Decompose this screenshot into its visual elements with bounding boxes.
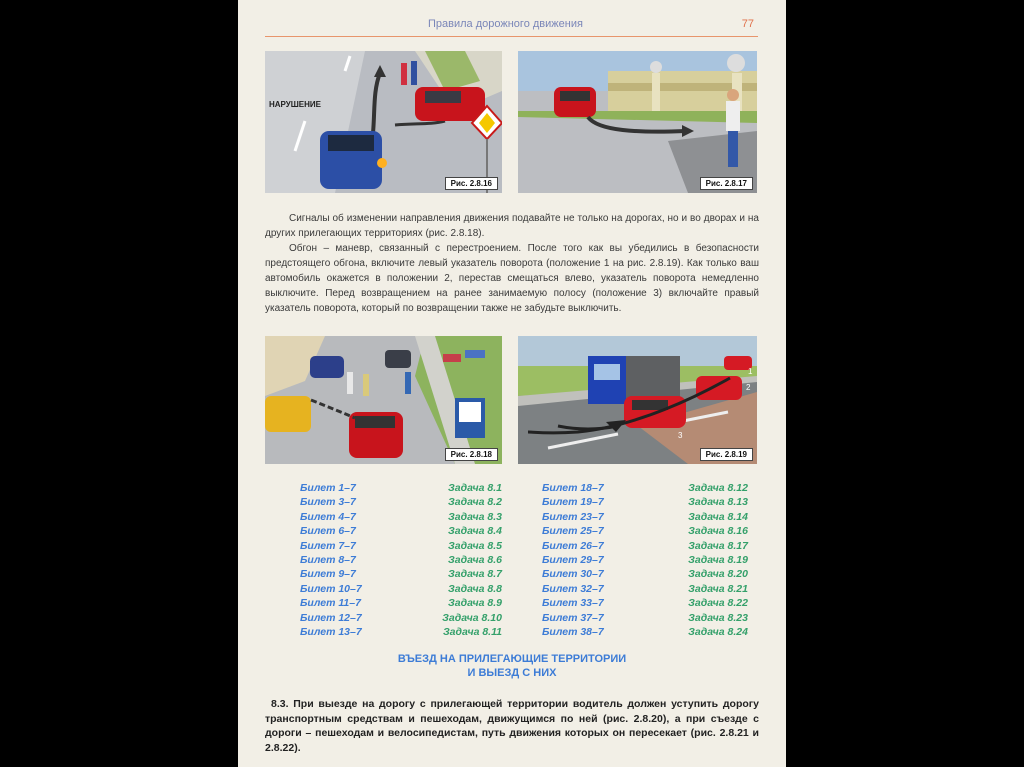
paragraph-signals: Сигналы об изменении направления движения подавайте не только на дорогах, но и во дворах и на других прилегающих территориях (рис. 2.8.18). [265,213,759,239]
ticket-link[interactable]: Билет 1–7 [300,482,356,494]
ticket-link[interactable]: Билет 3–7 [300,496,356,509]
ticket-link[interactable]: Билет 9–7 [300,568,356,581]
ticket-link[interactable]: Билет 18–7 [542,482,604,494]
illustration-yard-exit [518,51,757,193]
position-marker-3: 3 [678,431,683,440]
task-link[interactable]: Задача 8.13 [688,496,748,509]
position-marker-1: 1 [748,367,753,376]
task-link[interactable]: Задача 8.14 [688,510,748,523]
ticket-row [300,495,502,509]
ticket-link[interactable]: Билет 23–7 [542,510,604,523]
ticket-row [300,567,502,581]
task-link[interactable]: Задача 8.17 [688,539,748,552]
ticket-link[interactable]: Билет 32–7 [542,582,604,595]
ticket-row [542,481,748,495]
ticket-list-left [300,481,502,639]
ticket-link[interactable]: Билет 19–7 [542,496,604,509]
task-link[interactable]: Задача 8.2 [448,496,502,509]
figure-label: Рис. 2.8.16 [445,177,498,190]
page-header [265,18,758,37]
ticket-link[interactable]: Билет 30–7 [542,568,604,581]
ticket-link[interactable]: Билет 10–7 [300,582,362,595]
task-link[interactable]: Задача 8.12 [688,482,748,494]
page-number: 77 [741,18,754,30]
ticket-row [542,539,748,553]
task-link[interactable]: Задача 8.8 [448,582,502,595]
ticket-row [300,539,502,553]
ticket-row [300,524,502,538]
ticket-row [300,481,502,495]
task-link[interactable]: Задача 8.7 [448,568,502,581]
ticket-link[interactable]: Билет 7–7 [300,539,356,552]
ticket-list-right [542,481,748,639]
task-link[interactable]: Задача 8.20 [688,568,748,581]
task-link[interactable]: Задача 8.11 [442,625,502,638]
section-heading-line1: ВЪЕЗД НА ПРИЛЕГАЮЩИЕ ТЕРРИТОРИИ [397,653,627,665]
ticket-row [300,625,502,639]
task-link[interactable]: Задача 8.21 [688,582,748,595]
task-link[interactable]: Задача 8.19 [688,553,748,566]
ticket-row [542,596,748,610]
ticket-link[interactable]: Билет 8–7 [300,553,356,566]
ticket-link[interactable]: Билет 29–7 [542,553,604,566]
ticket-link[interactable]: Билет 38–7 [542,625,604,638]
ticket-row [300,553,502,567]
ticket-row [542,510,748,524]
ticket-row [542,611,748,625]
position-marker-2: 2 [746,383,751,392]
ticket-link[interactable]: Билет 13–7 [300,625,362,638]
ticket-link[interactable]: Билет 6–7 [300,525,356,538]
figure-2-8-16 [265,51,502,193]
task-link[interactable]: Задача 8.4 [448,525,502,538]
ticket-link[interactable]: Билет 25–7 [542,525,604,538]
figure-label: Рис. 2.8.19 [700,448,753,461]
task-link[interactable]: Задача 8.3 [448,510,502,523]
illustration-overtaking [518,336,757,464]
task-link[interactable]: Задача 8.24 [688,625,748,638]
task-link[interactable]: Задача 8.16 [688,525,748,538]
illustration-yard-traffic [265,336,502,464]
task-link[interactable]: Задача 8.9 [448,597,502,610]
figure-label: Рис. 2.8.17 [700,177,753,190]
ticket-row [542,582,748,596]
ticket-row [542,495,748,509]
rule-text: 8.3. При выезде на дорогу с прилегающей территории водитель должен уступить дорогу транспортным средствам и пешеходам, движущимся по ней (рис. 2.8.20), а при съезде с дороги – пешеходам и велосипедистам, путь движения которых он пересекает (рис. 2.8.21 и 2.8.22). [265,698,759,754]
textbook-page [238,0,786,767]
figure-2-8-17 [518,51,757,193]
figure-2-8-18 [265,336,502,464]
ticket-link[interactable]: Билет 26–7 [542,539,604,552]
task-link[interactable]: Задача 8.10 [442,611,502,624]
ticket-row [300,582,502,596]
ticket-link[interactable]: Билет 12–7 [300,611,362,624]
ticket-row [300,611,502,625]
task-link[interactable]: Задача 8.5 [448,539,502,552]
rule-8-3 [265,697,759,755]
ticket-link[interactable]: Билет 37–7 [542,611,604,624]
main-text [265,211,759,316]
task-link[interactable]: Задача 8.1 [448,482,502,494]
task-link[interactable]: Задача 8.22 [688,597,748,610]
section-heading [265,652,759,680]
ticket-row [542,625,748,639]
ticket-row [300,510,502,524]
illustration-left-turn-violation [265,51,502,193]
section-heading-line2: И ВЫЕЗД С НИХ [467,667,557,679]
task-link[interactable]: Задача 8.23 [688,611,748,624]
ticket-row [542,567,748,581]
ticket-link[interactable]: Билет 33–7 [542,597,604,610]
ticket-row [542,553,748,567]
running-title: Правила дорожного движения [428,18,583,30]
figure-annotation-violation: НАРУШЕНИЕ [269,100,321,109]
ticket-row [300,596,502,610]
figure-label: Рис. 2.8.18 [445,448,498,461]
paragraph-overtaking: Обгон – маневр, связанный с перестроением. После того как вы убедились в безопасности предстоящего обгона, включите левый указатель поворота (положение 1 на рис. 2.8.19). Как только ваш автомобиль окажется в положении 2, перестав смещаться влево, указатель поворота немедленно выключите. Перед возвращением на ранее занимаемую полосу (положение 3) включайте правый указатель поворота, который по возвращении также не забудьте выключить. [265,243,759,314]
ticket-row [542,524,748,538]
figure-2-8-19 [518,336,757,464]
task-link[interactable]: Задача 8.6 [448,553,502,566]
ticket-link[interactable]: Билет 11–7 [300,597,361,610]
ticket-link[interactable]: Билет 4–7 [300,510,356,523]
